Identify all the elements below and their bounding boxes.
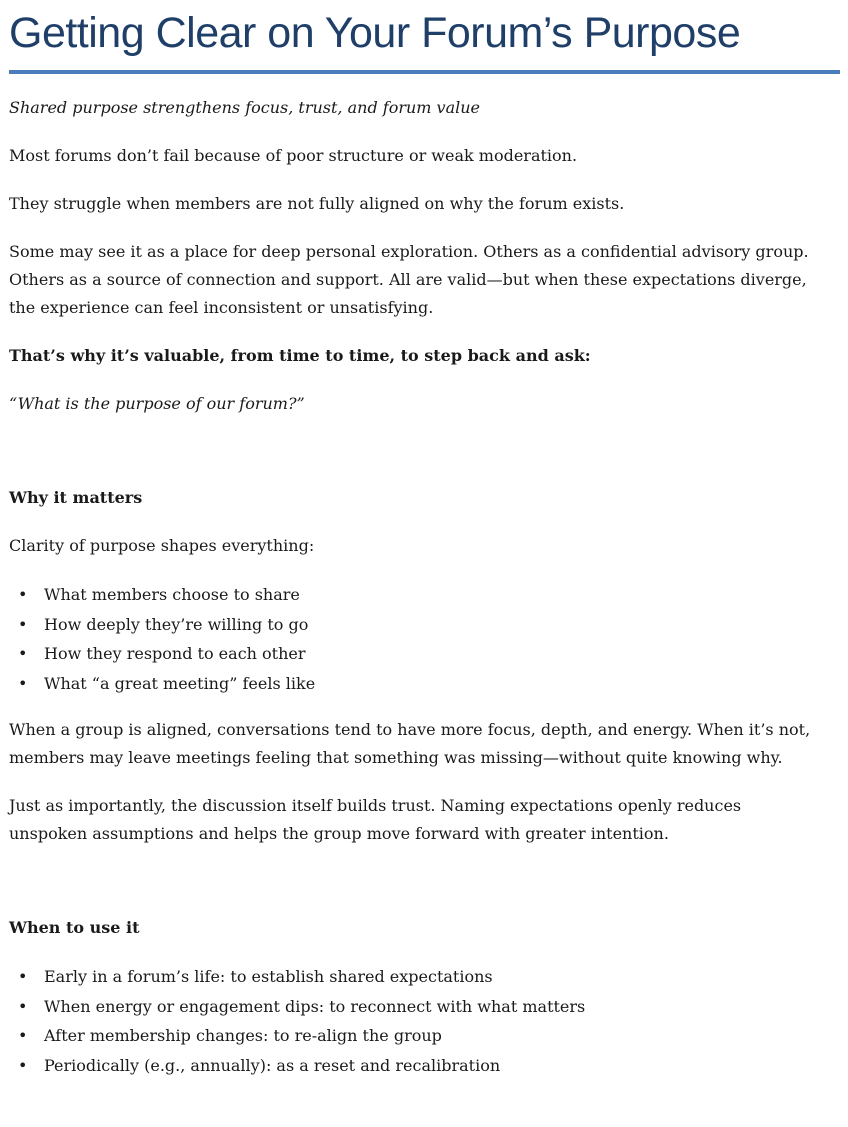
bullet-icon: • bbox=[18, 1026, 28, 1045]
list-item bbox=[9, 610, 818, 640]
list-item-text: Early in a forum’s life: to establish shared expectations bbox=[44, 967, 493, 986]
section-heading-when-to-use-it: When to use it bbox=[9, 918, 140, 937]
when-to-use-list bbox=[9, 962, 818, 1080]
list-item bbox=[9, 962, 818, 992]
intro-paragraph-1: Most forums don’t fail because of poor structure or weak moderation. bbox=[9, 146, 578, 165]
intro-paragraph-3: Some may see it as a place for deep personal exploration. Others as a confidential advisory group. Others as a source of connection and support. All are valid—but when these expectations diverge, the experience can feel inconsistent or unsatisfying. bbox=[9, 242, 809, 317]
bullet-icon: • bbox=[18, 585, 28, 604]
list-item bbox=[9, 580, 818, 610]
list-item bbox=[9, 669, 818, 699]
list-item-text: How deeply they’re willing to go bbox=[44, 614, 309, 634]
list-item-text: When energy or engagement dips: to reconnect with what matters bbox=[44, 996, 586, 1016]
bullet-icon: • bbox=[18, 644, 28, 663]
bullet-icon: • bbox=[18, 967, 28, 986]
title-underline-rule bbox=[9, 70, 840, 74]
section-heading-why-it-matters: Why it matters bbox=[9, 488, 143, 507]
why-paragraph-1: When a group is aligned, conversations tend to have more focus, depth, and energy. When it’s not, members may leave meetings feeling that something was missing—without quite knowing why. bbox=[9, 720, 811, 767]
list-item bbox=[9, 1021, 818, 1051]
why-paragraph-2: Just as importantly, the discussion itself builds trust. Naming expectations openly reduces unspoken assumptions and helps the group move forward with greater intention. bbox=[9, 796, 742, 843]
bullet-icon: • bbox=[18, 996, 28, 1016]
document-subtitle: Shared purpose strengthens focus, trust, and forum value bbox=[9, 98, 480, 117]
why-lead-paragraph: Clarity of purpose shapes everything: bbox=[9, 536, 315, 555]
bullet-icon: • bbox=[18, 1055, 28, 1075]
ask-question-quote: “What is the purpose of our forum?” bbox=[9, 394, 305, 413]
list-item-text: Periodically (e.g., annually): as a reset and recalibration bbox=[44, 1055, 501, 1075]
list-item-text: What members choose to share bbox=[44, 585, 300, 604]
list-item-text: After membership changes: to re-align the group bbox=[44, 1026, 442, 1045]
page-title: Getting Clear on Your Forum’s Purpose bbox=[9, 9, 741, 57]
intro-paragraph-2: They struggle when members are not fully aligned on why the forum exists. bbox=[9, 194, 625, 213]
ask-lead-paragraph: That’s why it’s valuable, from time to time, to step back and ask: bbox=[9, 346, 591, 365]
bullet-icon: • bbox=[18, 673, 28, 693]
bullet-icon: • bbox=[18, 614, 28, 634]
list-item bbox=[9, 992, 818, 1022]
list-item bbox=[9, 1051, 818, 1081]
why-it-matters-list bbox=[9, 580, 818, 698]
list-item-text: How they respond to each other bbox=[44, 644, 306, 663]
list-item bbox=[9, 639, 818, 669]
list-item-text: What “a great meeting” feels like bbox=[44, 673, 316, 693]
